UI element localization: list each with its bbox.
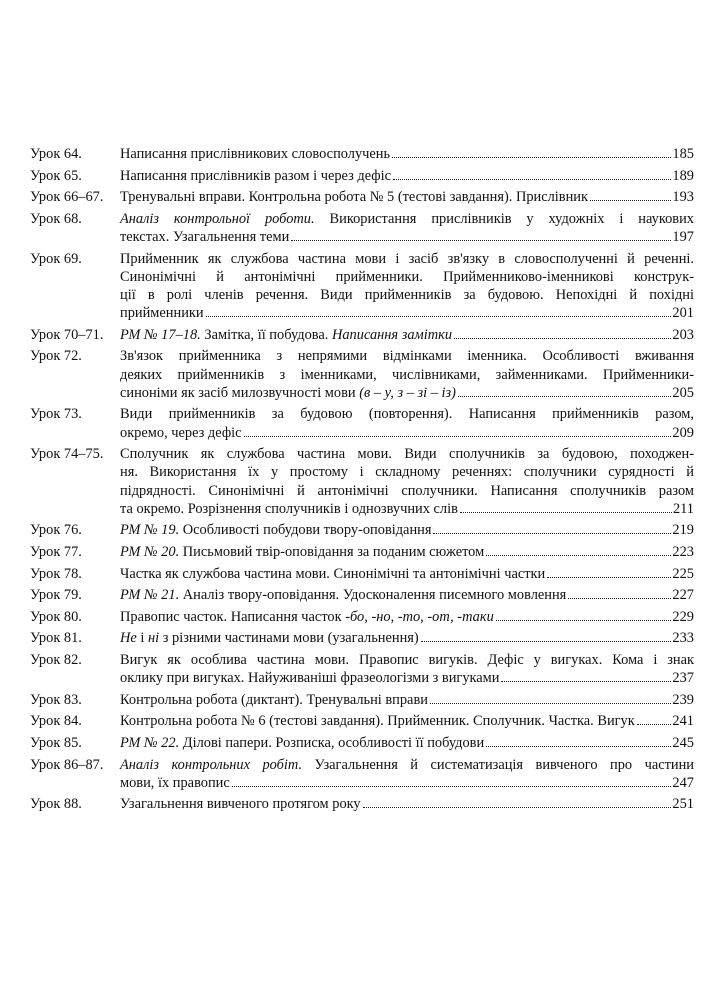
toc-text-segment: Ділові папери. Розписка, особливості її побудови xyxy=(179,734,485,751)
toc-text-segment: Написання прислівникових словосполучень xyxy=(120,146,391,162)
toc-entry-title xyxy=(120,347,694,402)
lesson-number: Урок 83. xyxy=(30,691,82,708)
toc-text-segment: Тренувальні вправи. Контрольна робота № 5 (тестові завдання). Прислівник xyxy=(120,189,588,206)
toc-entry-title xyxy=(120,167,694,185)
toc-title-last-text xyxy=(120,543,484,561)
dot-leader xyxy=(393,179,671,180)
toc-entry[interactable] xyxy=(30,795,694,813)
toc-entry-title xyxy=(120,326,694,344)
toc-entry[interactable] xyxy=(30,167,694,185)
page-number[interactable]: 219 xyxy=(672,522,694,539)
toc-title-last-line xyxy=(120,565,694,583)
page-number[interactable]: 245 xyxy=(672,734,694,751)
toc-text-segment: Частка як службова частина мови. Синонімічні та антонімічні частки xyxy=(120,565,546,582)
toc-text-segment: РМ № 20. xyxy=(120,543,180,560)
toc-title-last-text xyxy=(120,565,545,583)
toc-title-last-text xyxy=(120,608,494,626)
toc-text-segment: Письмовий твір-оповідання за поданим сюжетом xyxy=(179,543,485,560)
toc-entry[interactable] xyxy=(30,712,694,730)
page-number[interactable]: 203 xyxy=(672,326,694,343)
page-number[interactable]: 225 xyxy=(672,565,694,582)
dot-leader xyxy=(232,786,672,787)
toc-text-segment: ня. Використання їх у простому і складному реченнях: сполучники сурядності й xyxy=(120,464,694,481)
toc-title-line xyxy=(120,463,694,481)
lesson-number: Урок 85. xyxy=(30,734,82,751)
toc-entry[interactable] xyxy=(30,629,694,647)
toc-entry[interactable] xyxy=(30,565,694,583)
page-number[interactable]: 189 xyxy=(672,167,694,184)
toc-title-last-line xyxy=(120,384,694,402)
toc-title-line xyxy=(120,210,694,228)
toc-text-segment: Узагальнення й систематизація вивченого про частини xyxy=(302,756,694,773)
dot-leader xyxy=(486,746,671,747)
lesson-number: Урок 64. xyxy=(30,146,82,162)
toc-title-line xyxy=(120,347,694,365)
page-number[interactable]: 209 xyxy=(672,424,694,441)
toc-text-segment: ції в ролі членів речення. Види прийменників за будовою. Непохідні й похідні xyxy=(120,286,694,303)
toc-title-last-line xyxy=(120,608,694,626)
toc-text-segment: текстах. Узагальнення теми xyxy=(120,228,290,245)
page-number[interactable]: 233 xyxy=(672,630,694,647)
toc-title-last-text xyxy=(120,774,230,792)
toc-title-last-line xyxy=(120,326,694,344)
toc-text-segment: Контрольна робота № 6 (тестові завдання). Прийменник. Сполучник. Частка. Вигук xyxy=(120,713,635,730)
toc-title-last-line xyxy=(120,167,694,185)
toc-title-line xyxy=(120,286,694,304)
page-number[interactable]: 247 xyxy=(672,774,694,791)
toc-entry[interactable] xyxy=(30,250,694,323)
toc-title-line xyxy=(120,756,694,774)
toc-text-segment: з різними частинами мови (узагальнення) xyxy=(159,630,419,647)
table-of-contents xyxy=(30,145,694,817)
toc-title-last-text xyxy=(120,734,484,752)
toc-text-segment: Синонімічні й антонімічні прийменники. Прийменниково-іменникові конструк- xyxy=(120,268,694,285)
toc-text-segment: Не xyxy=(120,630,137,647)
toc-text-segment: Вигук як особлива частина мови. Правопис вигуків. Дефіс у вигуках. Кома і знак xyxy=(120,651,694,668)
toc-entry[interactable] xyxy=(30,543,694,561)
toc-text-segment: Використання прислівників у художніх і наукових xyxy=(314,210,694,227)
dot-leader xyxy=(637,724,672,725)
toc-title-last-line xyxy=(120,424,694,442)
toc-text-segment: Узагальнення вивченого протягом року xyxy=(120,796,361,813)
toc-text-segment: прийменники xyxy=(120,305,204,322)
toc-title-last-text xyxy=(120,669,499,687)
toc-text-segment: деяких прийменників з іменниками, числівниками, займенниками. Прийменники- xyxy=(120,366,694,383)
toc-title-last-line xyxy=(120,304,694,322)
toc-title-last-text xyxy=(120,500,458,518)
toc-title-last-line xyxy=(120,795,694,813)
lesson-number: Урок 68. xyxy=(30,210,82,227)
dot-leader xyxy=(501,681,671,682)
toc-text-segment: Контрольна робота (диктант). Тренувальні вправи xyxy=(120,691,428,708)
dot-leader xyxy=(430,703,671,704)
dot-leader xyxy=(496,620,672,621)
toc-text-segment: Сполучник як службова частина мови. Види сполучників за будовою, походжен- xyxy=(120,446,694,463)
toc-title-last-line xyxy=(120,774,694,792)
toc-text-segment: Правопис часток. Написання часток xyxy=(120,608,346,625)
toc-text-segment: РМ № 22. xyxy=(120,734,180,751)
page-number[interactable]: 201 xyxy=(672,305,694,322)
lesson-number: Урок 66–67. xyxy=(30,189,104,206)
toc-entry-title xyxy=(120,405,694,441)
toc-text-segment: Прийменник як службова частина мови і засіб зв'язку в словосполученні й реченні. xyxy=(120,250,694,267)
lesson-number: Урок 84. xyxy=(30,713,82,730)
toc-entry[interactable] xyxy=(30,145,694,163)
toc-entry[interactable] xyxy=(30,734,694,752)
toc-title-last-line xyxy=(120,712,694,730)
toc-text-segment: -бо, -но, -то, -от, -таки xyxy=(345,608,494,625)
toc-entry[interactable] xyxy=(30,326,694,344)
toc-title-last-line xyxy=(120,734,694,752)
toc-text-segment: РМ № 17–18. xyxy=(120,326,201,343)
toc-entry[interactable] xyxy=(30,608,694,626)
dot-leader xyxy=(568,598,671,599)
toc-text-segment: РМ № 19. xyxy=(120,522,180,539)
toc-title-last-text xyxy=(120,691,428,709)
toc-text-segment: Види прийменників за будовою (повторення). Написання прийменників разом, xyxy=(120,406,694,423)
lesson-number: Урок 70–71. xyxy=(30,326,104,343)
toc-text-segment: і xyxy=(136,630,148,647)
toc-title-line xyxy=(120,366,694,384)
toc-entry-title xyxy=(120,586,694,604)
toc-title-last-text xyxy=(120,521,431,539)
toc-title-last-line xyxy=(120,691,694,709)
toc-entry-title xyxy=(120,543,694,561)
page-number[interactable]: 211 xyxy=(672,500,694,517)
toc-text-segment: РМ № 21. xyxy=(120,587,180,604)
toc-entry-title xyxy=(120,188,694,206)
toc-title-last-text xyxy=(120,228,289,246)
toc-text-segment: Зв'язок прийменника з непрямими відмінками іменника. Особливості вживання xyxy=(120,348,694,365)
toc-entry[interactable] xyxy=(30,651,694,687)
lesson-number: Урок 81. xyxy=(30,630,82,647)
toc-title-line xyxy=(120,445,694,463)
lesson-number: Урок 79. xyxy=(30,587,82,604)
toc-entry-title xyxy=(120,734,694,752)
toc-entry-title xyxy=(120,565,694,583)
lesson-number: Урок 73. xyxy=(30,406,82,423)
page-number[interactable]: 251 xyxy=(672,796,694,813)
toc-entry[interactable] xyxy=(30,405,694,441)
lesson-number: Урок 88. xyxy=(30,796,82,813)
toc-entry-title xyxy=(120,651,694,687)
toc-text-segment: підрядності. Синонімічні й антонімічні сполучники. Написання сполучників разом xyxy=(120,482,694,499)
page-number[interactable]: 223 xyxy=(672,543,694,560)
toc-text-segment: оклику при вигуках. Найуживаніші фразеологізми з вигуками xyxy=(120,670,500,687)
dot-leader xyxy=(206,316,672,317)
dot-leader xyxy=(421,641,672,642)
toc-entry[interactable] xyxy=(30,445,694,518)
toc-text-segment: Особливості побудови твору-оповідання xyxy=(179,522,432,539)
page-number[interactable]: 197 xyxy=(672,228,694,245)
toc-title-last-text xyxy=(120,326,452,344)
toc-entry-title xyxy=(120,145,694,163)
lesson-number: Урок 72. xyxy=(30,348,82,365)
toc-text-segment: Аналіз контрольної роботи. xyxy=(120,210,315,227)
lesson-number: Урок 77. xyxy=(30,543,82,560)
toc-text-segment: мови, їх правопис xyxy=(120,774,230,791)
toc-title-line xyxy=(120,405,694,423)
dot-leader xyxy=(454,338,671,339)
toc-title-line xyxy=(120,250,694,268)
toc-title-last-line xyxy=(120,521,694,539)
page-number[interactable]: 185 xyxy=(672,146,694,162)
toc-title-last-line xyxy=(120,586,694,604)
toc-title-line xyxy=(120,482,694,500)
toc-entry-title xyxy=(120,521,694,539)
dot-leader xyxy=(392,157,671,158)
toc-entry[interactable] xyxy=(30,210,694,246)
toc-entry-title xyxy=(120,445,694,518)
toc-title-last-text xyxy=(120,167,391,185)
toc-entry-title xyxy=(120,712,694,730)
lesson-number: Урок 82. xyxy=(30,651,82,668)
toc-entry-title xyxy=(120,629,694,647)
toc-title-last-line xyxy=(120,669,694,687)
toc-text-segment: Аналіз твору-оповідання. Удосконалення писемного мовлення xyxy=(179,587,567,604)
page-number[interactable]: 227 xyxy=(672,587,694,604)
toc-entry[interactable] xyxy=(30,188,694,206)
toc-text-segment: ні xyxy=(147,630,160,647)
toc-entry[interactable] xyxy=(30,521,694,539)
toc-entry-title xyxy=(120,756,694,792)
toc-text-segment: та окремо. Розрізнення сполучників і однозвучних слів xyxy=(120,500,458,517)
dot-leader xyxy=(486,555,671,556)
toc-title-last-text xyxy=(120,712,635,730)
toc-title-last-text xyxy=(120,586,566,604)
lesson-number: Урок 76. xyxy=(30,522,82,539)
page-number[interactable]: 229 xyxy=(672,608,694,625)
toc-entry[interactable] xyxy=(30,691,694,709)
toc-text-segment: Написання замітки xyxy=(331,326,453,343)
page-number[interactable]: 193 xyxy=(672,189,694,206)
toc-text-segment: окремо, через дефіс xyxy=(120,424,242,441)
toc-title-last-text xyxy=(120,304,204,322)
toc-title-last-text xyxy=(120,188,588,206)
toc-title-last-line xyxy=(120,228,694,246)
page-number[interactable]: 239 xyxy=(672,691,694,708)
dot-leader xyxy=(244,436,672,437)
toc-entry-title xyxy=(120,250,694,323)
page-number[interactable]: 241 xyxy=(672,713,694,730)
toc-title-last-text xyxy=(120,795,361,813)
lesson-number: Урок 86–87. xyxy=(30,756,104,773)
dot-leader xyxy=(547,577,671,578)
toc-title-last-line xyxy=(120,543,694,561)
toc-title-line xyxy=(120,651,694,669)
toc-entry-title xyxy=(120,608,694,626)
lesson-number: Урок 80. xyxy=(30,608,82,625)
toc-title-line xyxy=(120,268,694,286)
dot-leader xyxy=(590,200,671,201)
toc-entry-title xyxy=(120,795,694,813)
dot-leader xyxy=(458,396,671,397)
toc-text-segment: Замітка, її побудова. xyxy=(200,326,332,343)
toc-title-last-line xyxy=(120,629,694,647)
toc-title-last-text xyxy=(120,145,390,163)
toc-title-last-text xyxy=(120,424,242,442)
page-number[interactable]: 237 xyxy=(672,670,694,687)
toc-title-last-line xyxy=(120,500,694,518)
toc-text-segment: (в – у, з – зі – із) xyxy=(359,384,456,401)
lesson-number: Урок 69. xyxy=(30,250,82,267)
toc-title-last-line xyxy=(120,145,694,163)
lesson-number: Урок 65. xyxy=(30,167,82,184)
page-number[interactable]: 205 xyxy=(672,384,694,401)
toc-entry[interactable] xyxy=(30,586,694,604)
toc-entry[interactable] xyxy=(30,756,694,792)
dot-leader xyxy=(363,807,672,808)
toc-entry-title xyxy=(120,691,694,709)
toc-text-segment: Написання прислівників разом і через дефіс xyxy=(120,167,391,184)
dot-leader xyxy=(433,533,671,534)
toc-entry-title xyxy=(120,210,694,246)
lesson-number: Урок 78. xyxy=(30,565,82,582)
dot-leader xyxy=(460,512,672,513)
dot-leader xyxy=(291,240,671,241)
toc-text-segment: Аналіз контрольних робіт. xyxy=(120,756,303,773)
lesson-number: Урок 74–75. xyxy=(30,446,104,463)
toc-title-last-text xyxy=(120,629,419,647)
toc-text-segment: синоніми як засіб милозвучності мови xyxy=(120,384,360,401)
toc-title-last-line xyxy=(120,188,694,206)
toc-entry[interactable] xyxy=(30,347,694,402)
toc-title-last-text xyxy=(120,384,456,402)
